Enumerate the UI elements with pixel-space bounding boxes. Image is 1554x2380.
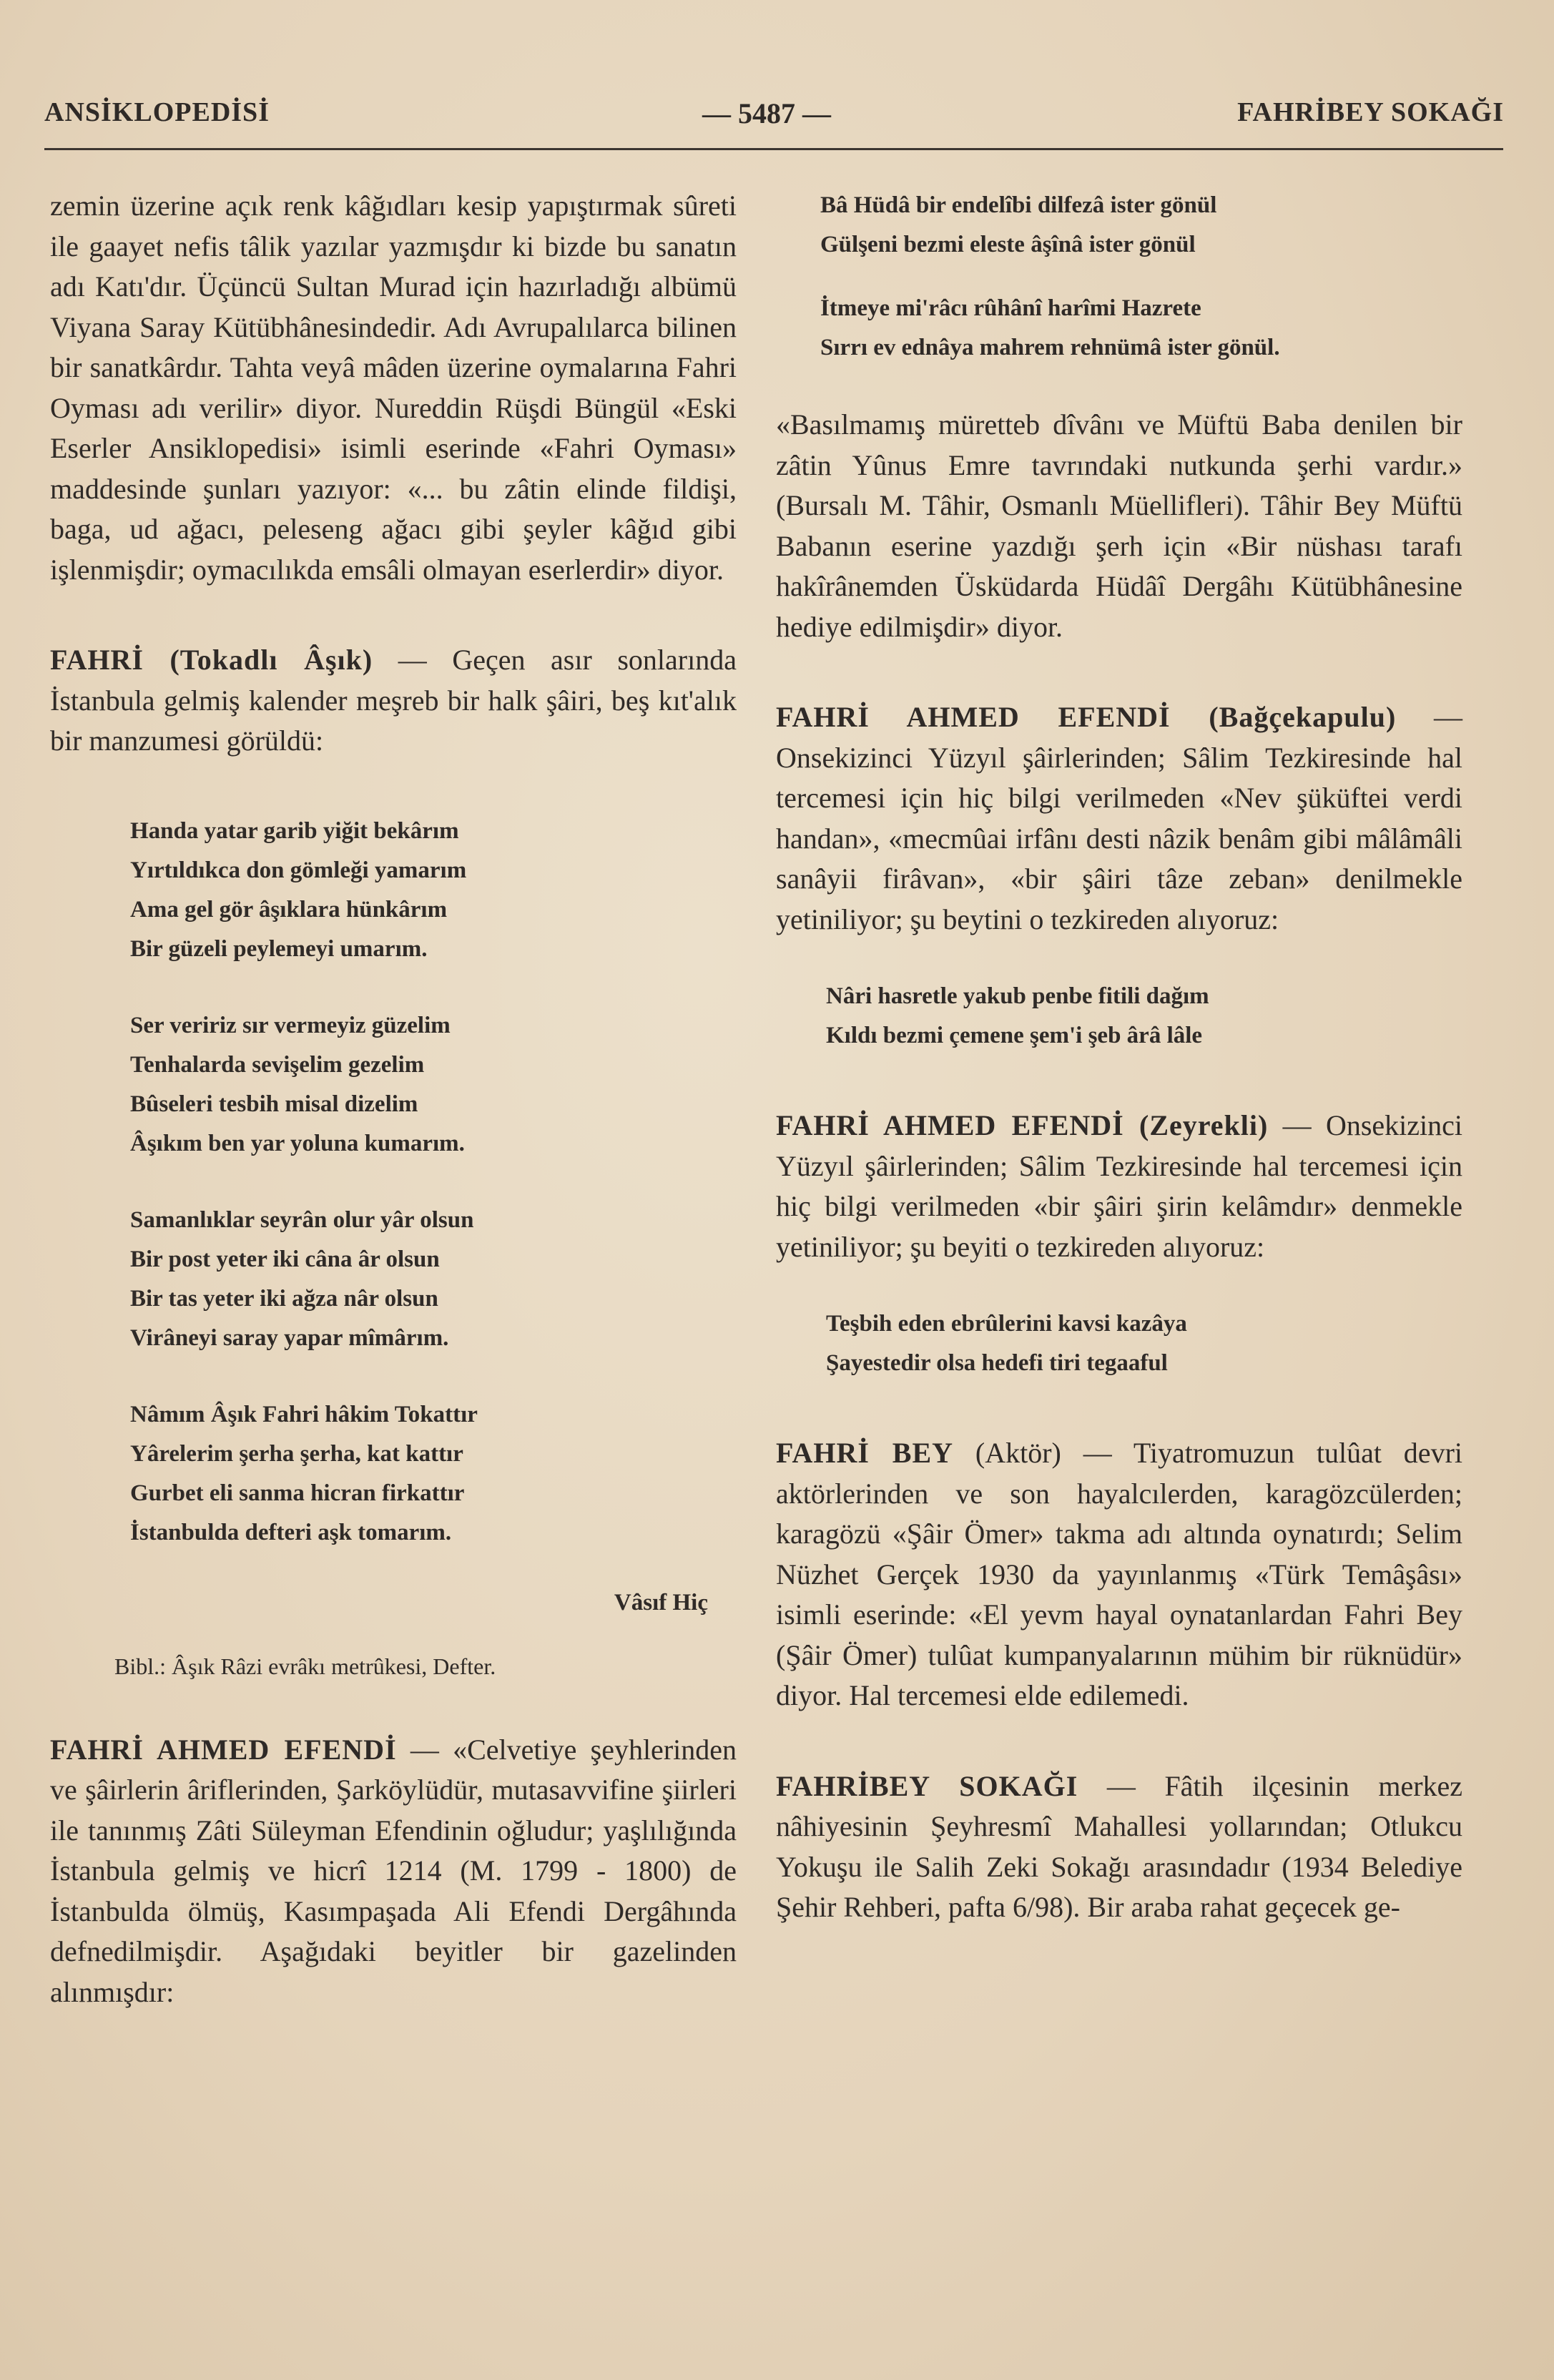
poem-line: Yırtıldıkca don gömleği yamarım <box>130 857 467 883</box>
poem-stanza-1 <box>50 812 737 969</box>
poem-line: Tenhalarda sevişelim gezelim <box>130 1051 425 1078</box>
poem-line: Virâneyi saray yapar mîmârım. <box>130 1324 449 1351</box>
poem-line: Nâmım Âşık Fahri hâkim Tokattır <box>130 1401 478 1427</box>
poem-line: Bâ Hüdâ bir endelîbi dilfezâ ister gönül <box>820 192 1217 218</box>
poem-line: Yârelerim şerha şerha, kat kattır <box>130 1440 463 1467</box>
poem-line: Gurbet eli sanma hicran firkattır <box>130 1480 465 1506</box>
page-number: — 5487 — <box>702 97 831 129</box>
entry-head: FAHRİ AHMED EFENDİ (Zeyrekli) <box>776 1109 1269 1141</box>
poem-bagcekapulu <box>776 977 1462 1056</box>
entry-text: — «Celvetiye şeyhlerinden ve şâirlerin âriflerinden, Şarköylüdür, mutasavvifine şiirleri ile tanınmış Zâti Süleyman Efendinin oğludur; yaşlılığında İstanbula gelmiş ve hicrî 1214 (M. 1799 - 1800) de İstanbulda ölmüş, Kasımpaşada Ali Efendi Dergâhında defnedilmişdir. Aşağıdaki beyitler bir gazelinden alınmışdır: <box>50 1733 737 2008</box>
poem-line: Teşbih eden ebrûlerini kavsi kazâya <box>826 1311 1187 1337</box>
entry-text: — Onsekizinci Yüzyıl şâirlerinden; Sâlim Tezkiresinde hal tercemesi için hiç bilgi verilmeden «Nev şüküftei verdi handan», «mecmûai irfânı desti nâzik benâm gibi mâlâmâli sanâyii firâvan», «bir şâiri tâze zeban» denilmekle yetiniliyor; şu beytini o tezkireden alıyoruz: <box>776 701 1463 935</box>
poem-stanza-4 <box>50 1395 737 1553</box>
entry-bagcekapulu <box>776 697 1462 940</box>
poem-line: Ser veririz sır vermeyiz güzelim <box>130 1012 451 1038</box>
header-right: FAHRİBEY SOKAĞI <box>1237 97 1504 127</box>
poem-line: Bir güzeli peylemeyi umarım. <box>130 935 428 962</box>
signature: Vâsıf Hiç <box>614 1589 708 1616</box>
poem-line: Âşıkım ben yar yoluna kumarım. <box>130 1130 465 1156</box>
entry-text: (Aktör) — Tiyatromuzun tulûat devri aktörlerinden ve son hayalcılerden, karagözcülerden; karagözü «Şâir Ömer» takma adı altında oynatırdı; Selim Nüzhet Gerçek 1930 da yayınlanmış «Türk Temâşâsı» isimli eserinde: «El yevm hayal oynatanlardan Fahri Bey (Şâir Ömer) tulûat kumpanyalarının mühim bir rüknüdür» diyor. Hal tercemesi elde edilemedi. <box>776 1437 1462 1711</box>
poem-line: Ama gel gör âşıklara hünkârım <box>130 896 448 923</box>
poem-line: İtmeye mi'râcı rûhânî harîmi Hazrete <box>820 295 1201 321</box>
poem-zeyrekli <box>776 1304 1462 1383</box>
poem-line: Bûseleri tesbih misal dizelim <box>130 1091 418 1117</box>
poem-line: Sırrı ev ednâya mahrem rehnümâ ister gönül. <box>820 335 1280 360</box>
entry-head: FAHRİ (Tokadlı Âşık) <box>50 644 373 676</box>
poem-line: Bir post yeter iki câna âr olsun <box>130 1246 440 1272</box>
header-left: ANSİKLOPEDİSİ <box>44 97 270 127</box>
entry-head: FAHRİ BEY <box>776 1437 954 1469</box>
poem-line: İstanbulda defteri aşk tomarım. <box>130 1519 452 1545</box>
poem-line: Kıldı bezmi çemene şem'i şeb ârâ lâle <box>826 1023 1203 1048</box>
poem-gazel <box>776 186 1462 368</box>
intro-paragraph: zemin üzerine açık renk kâğıdları kesip yapıştırmak sûreti ile gaayet nefis tâlik yazılar yazmışdır ki bizde bu sanatın adı Katı'dır. Üçüncü Sultan Murad için hazırladığı albümü Viyana Saray Kütübhânesindedir. Adı Avrupalılarca bilinen bir sanatkârdır. Tahta veyâ mâden üzerine oymalarına Fahri Oyması adı verilir» diyor. Nureddin Rüşdi Büngül «Eski Eserler Ansiklopedisi» isimli eserinde «Fahri Oyması» maddesinde şunları yazıyor: «... bu zâtin elinde fildişi, baga, ud ağacı, peleseng ağacı gibi şeyler kâğıd gibi işlenmişdir; oymacılıkda emsâli olmayan eserlerdir» diyor. <box>50 190 737 586</box>
poem-line: Samanlıklar seyrân olur yâr olsun <box>130 1206 474 1233</box>
entry-text: — Onsekizinci Yüzyıl şâirlerinden; Sâlim Tezkiresinde hal tercemesi için hiç bilgi verilmeden «bir şâiri şirin kelâmdır» denmekle yetiniliyor; şu beyiti o tezkireden alıyoruz: <box>776 1109 1462 1263</box>
poem-line: Handa yatar garib yiğit bekârım <box>130 817 459 844</box>
header-rule <box>44 148 1503 150</box>
entry-text: — Geçen asır sonlarında İstanbula gelmiş kalender meşreb bir halk şâiri, beş kıt'alık bir manzumesi görüldü: <box>50 644 737 757</box>
poem-line: Nâri hasretle yakub penbe fitili dağım <box>826 983 1209 1009</box>
right-column <box>776 186 1462 1928</box>
poem-stanza-2 <box>50 1006 737 1164</box>
entry-head: FAHRİ AHMED EFENDİ (Bağçekapulu) <box>776 701 1397 733</box>
entry-text: — Fâtih ilçesinin merkez nâhiyesinin Şeyhresmî Mahallesi yollarından; Otlukcu Yokuşu ile Salih Zeki Sokağı arasındadır (1934 Belediye Şehir Rehberi, pafta 6/98). Bir araba rahat geçecek ge- <box>776 1769 1463 1923</box>
poem-line: Bir tas yeter iki ağza nâr olsun <box>130 1285 438 1312</box>
bibliography: Bibl.: Âşık Râzi evrâkı metrûkesi, Defter. <box>114 1653 496 1679</box>
poem-line: Gülşeni bezmi eleste âşînâ ister gönül <box>820 232 1196 257</box>
running-header <box>44 97 1504 139</box>
entry-head: FAHRİBEY SOKAĞI <box>776 1769 1078 1802</box>
entry-fahri-bey <box>776 1433 1462 1716</box>
mufti-baba-paragraph: «Basılmamış müretteb dîvânı ve Müftü Baba denilen bir zâtin Yûnus Emre tavrındaki nutkunda şerhi vardır.» (Bursalı M. Tâhir, Osmanlı Müellifleri). Tâhir Bey Müftü Babanın eserine yazdığı şerh için «Bir nüshası tarafı hakîrânemden Üsküdarda Hüdâî Dergâhı Kütübhânesine hediye edilmişdir» diyor. <box>776 408 1462 643</box>
left-column <box>50 186 737 2012</box>
poem-line: Şayestedir olsa hedefi tiri tegaaful <box>826 1350 1168 1376</box>
entry-fahribey-sokagi <box>776 1766 1462 1928</box>
poem-stanza-3 <box>50 1201 737 1358</box>
entry-fahri-tokadli <box>50 640 737 762</box>
entry-zeyrekli <box>776 1106 1462 1267</box>
entry-fahri-ahmed-celvetiye <box>50 1730 737 2013</box>
entry-head: FAHRİ AHMED EFENDİ <box>50 1733 397 1766</box>
